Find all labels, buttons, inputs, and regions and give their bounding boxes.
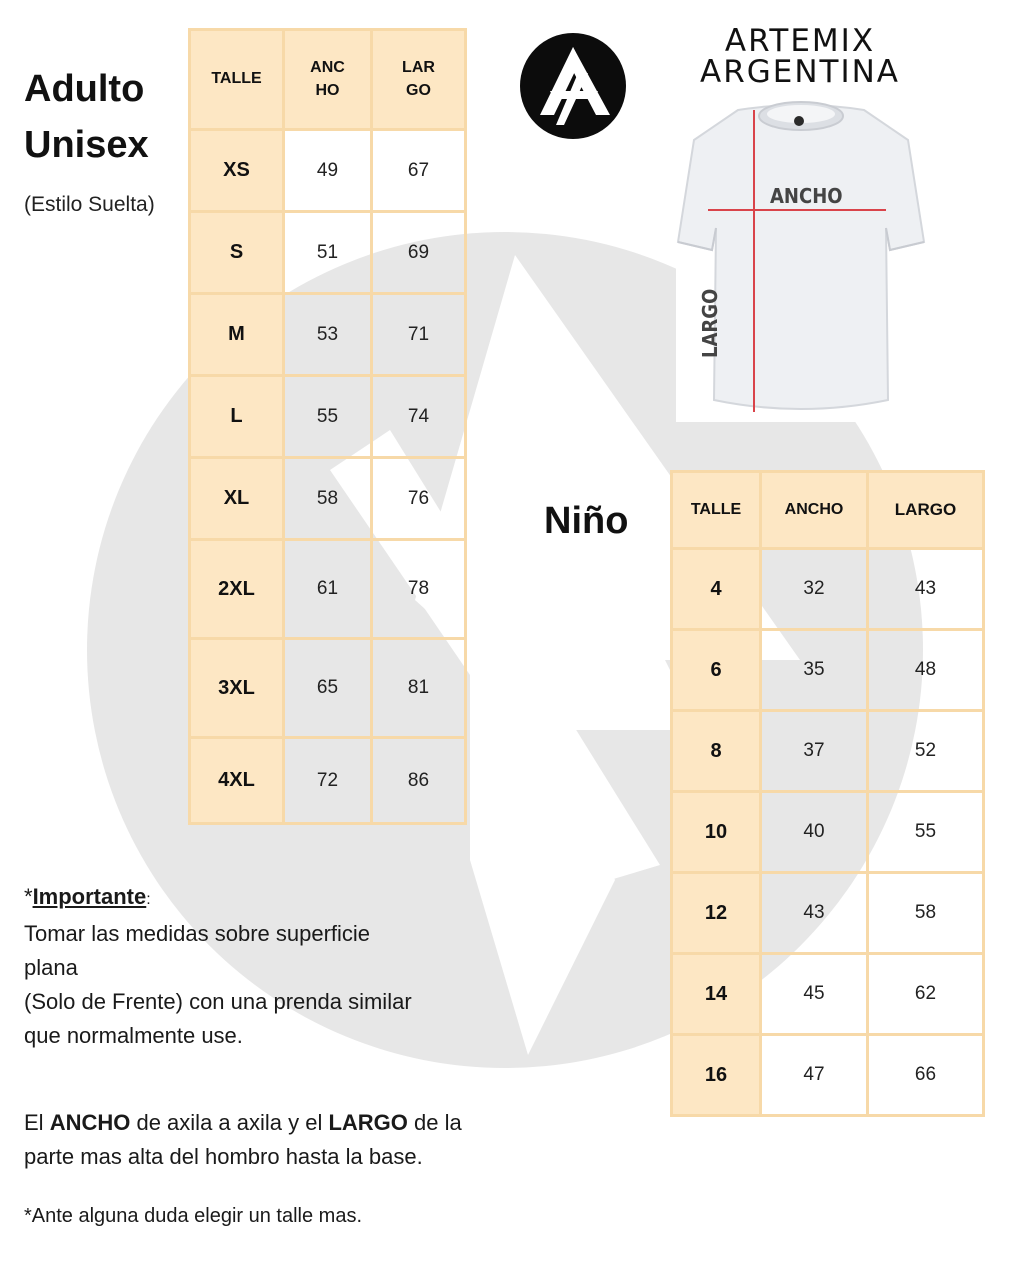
largo-value: 52 [868,711,984,792]
doubt-note: *Ante alguna duda elegir un talle mas. [24,1205,363,1227]
ancho-value: 35 [761,630,868,711]
brand-line1: ARTEMIX [724,23,876,59]
tshirt-diagram [676,100,926,422]
ancho-value: 47 [761,1035,868,1116]
important-line: que normalmente use. [24,1023,243,1048]
ancho-value: 40 [761,792,868,873]
ancho-value: 51 [284,212,372,294]
ancho-value: 58 [284,458,372,540]
kids-header-row [672,472,984,549]
kids-size-table [670,470,985,1117]
ancho-value: 55 [284,376,372,458]
measurement-note [24,1106,524,1174]
artemix-monogram-glyph [520,33,626,139]
measure-ancho-bold: ANCHO [49,1110,131,1135]
ancho-value: 65 [284,639,372,738]
measure-largo-bold: LARGO [328,1110,408,1135]
largo-value: 67 [372,130,466,212]
adult-header-largo-text: LARGO [402,59,435,99]
tshirt-icon [676,100,926,422]
adult-title-line1: Adulto [24,68,145,110]
kids-header-ancho: ANCHO [761,472,868,549]
largo-value: 74 [372,376,466,458]
shirt-ancho-label: ANCHO [770,184,843,208]
ancho-value: 61 [284,540,372,639]
table-row [672,792,984,873]
kids-title: Niño [544,500,629,542]
size-label: XL [190,458,284,540]
table-row [190,294,466,376]
adult-header-ancho-text: ANCHO [310,59,345,99]
largo-value: 55 [868,792,984,873]
table-row [672,549,984,630]
table-row [190,130,466,212]
ancho-value: 32 [761,549,868,630]
ancho-value: 49 [284,130,372,212]
table-row [190,738,466,824]
size-label: 3XL [190,639,284,738]
size-label: XS [190,130,284,212]
table-row [672,873,984,954]
adult-subtitle: (Estilo Suelta) [24,193,155,216]
largo-value: 43 [868,549,984,630]
kids-header-talle: TALLE [672,472,761,549]
largo-value: 69 [372,212,466,294]
largo-value: 81 [372,639,466,738]
size-label: L [190,376,284,458]
kids-header-largo: LARGO [868,472,984,549]
size-label: 4 [672,549,761,630]
size-label: M [190,294,284,376]
adult-header-ancho [284,30,372,130]
largo-value: 71 [372,294,466,376]
size-label: S [190,212,284,294]
ancho-value: 53 [284,294,372,376]
important-suffix: : [146,891,151,908]
size-label: 10 [672,792,761,873]
measure-text: de la [407,1110,462,1135]
measure-text: El [24,1110,50,1135]
ancho-value: 43 [761,873,868,954]
artemix-monogram-icon [520,33,626,139]
brand-line2: ARGENTINA [699,54,901,90]
measurement-line1 [24,1106,524,1140]
ancho-value: 37 [761,711,868,792]
adult-header-row [190,30,466,130]
largo-value: 48 [868,630,984,711]
ancho-value: 45 [761,954,868,1035]
table-row [190,376,466,458]
largo-value: 66 [868,1035,984,1116]
important-prefix: * [24,884,33,909]
table-row [190,540,466,639]
size-label: 16 [672,1035,761,1116]
important-line: Tomar las medidas sobre superficie [24,921,371,946]
shirt-largo-label: LARGO [698,288,722,358]
important-title: Importante [32,884,147,909]
size-label: 14 [672,954,761,1035]
size-label: 4XL [190,738,284,824]
largo-value: 86 [372,738,466,824]
table-row [190,458,466,540]
adult-header-talle: TALLE [190,30,284,130]
size-label: 12 [672,873,761,954]
adult-size-table [188,28,467,825]
largo-value: 78 [372,540,466,639]
size-label: 6 [672,630,761,711]
table-row [190,212,466,294]
measure-text: de axila a axila y el [130,1110,329,1135]
largo-value: 58 [868,873,984,954]
largo-value: 76 [372,458,466,540]
brand-name [688,23,912,90]
table-row [672,1035,984,1116]
important-line: plana [24,955,78,980]
largo-value: 62 [868,954,984,1035]
size-label: 2XL [190,540,284,639]
important-heading [24,880,514,917]
measurement-line2: parte mas alta del hombro hasta la base. [24,1144,423,1169]
adult-header-largo [372,30,466,130]
table-row [672,711,984,792]
adult-title-line2: Unisex [24,124,149,166]
table-row [190,639,466,738]
ancho-value: 72 [284,738,372,824]
important-line: (Solo de Frente) con una prenda similar [24,989,412,1014]
size-label: 8 [672,711,761,792]
table-row [672,630,984,711]
important-note [24,880,514,1053]
table-row [672,954,984,1035]
